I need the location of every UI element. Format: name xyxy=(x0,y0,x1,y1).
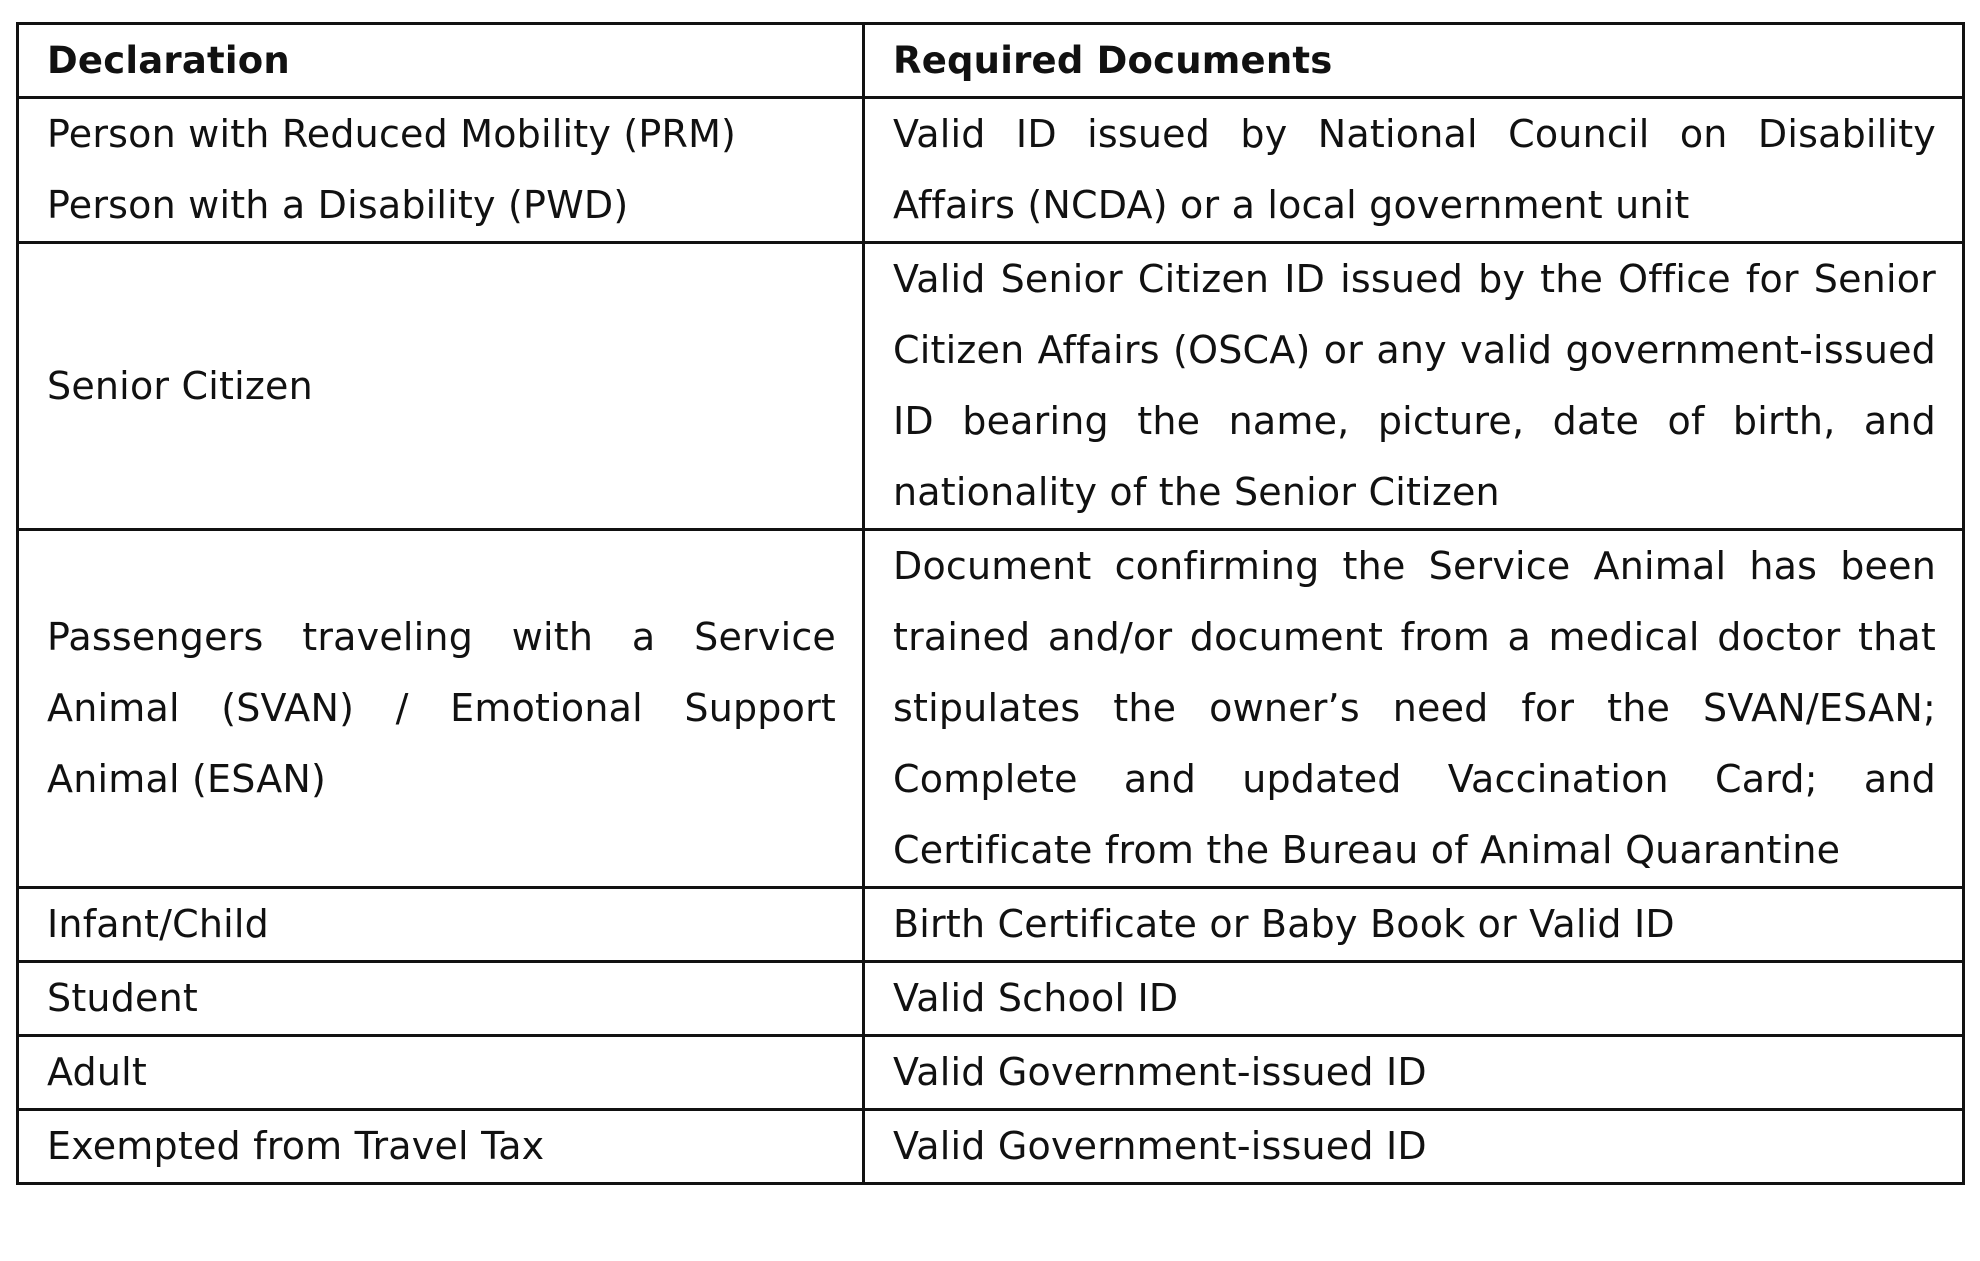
declaration-line: Person with Reduced Mobility (PRM) xyxy=(47,112,737,156)
documents-text: Valid Senior Citizen ID issued by the Office for Senior Citizen Affairs (OSCA) or any valid government-issued ID bearing the name, picture, date of birth, and nationality of the Senior Citizen xyxy=(893,257,1936,514)
documents-cell xyxy=(864,98,1964,243)
documents-cell xyxy=(864,888,1964,962)
documents-cell xyxy=(864,530,1964,888)
documents-text: Document confirming the Service Animal has been trained and/or document from a medical doctor that stipulates the owner’s need for the SVAN/ESAN; Complete and updated Vaccination Card; and Certificate from the Bureau of Animal Quarantine xyxy=(893,544,1936,872)
documents-cell xyxy=(864,1036,1964,1110)
declaration-cell xyxy=(18,962,864,1036)
header-required-documents: Required Documents xyxy=(864,24,1964,98)
declaration-text: Infant/Child xyxy=(47,902,269,946)
table-row xyxy=(18,98,1964,243)
table-row xyxy=(18,243,1964,530)
documents-cell xyxy=(864,1110,1964,1184)
table-row xyxy=(18,530,1964,888)
documents-text: Birth Certificate or Baby Book or Valid ID xyxy=(893,902,1675,946)
documents-cell xyxy=(864,962,1964,1036)
documents-text: Valid Government-issued ID xyxy=(893,1050,1427,1094)
declaration-cell xyxy=(18,530,864,888)
declaration-cell xyxy=(18,98,864,243)
declaration-text: Senior Citizen xyxy=(47,363,313,408)
table-row xyxy=(18,1036,1964,1110)
required-documents-table xyxy=(16,22,1965,1185)
documents-text: Valid Government-issued ID xyxy=(893,1124,1427,1168)
declaration-text: Student xyxy=(47,976,198,1020)
table-header-row xyxy=(18,24,1964,98)
table-row xyxy=(18,962,1964,1036)
table-row xyxy=(18,888,1964,962)
declaration-line: Person with a Disability (PWD) xyxy=(47,183,629,227)
declaration-text: Exempted from Travel Tax xyxy=(47,1124,545,1168)
documents-cell xyxy=(864,243,1964,530)
declaration-cell xyxy=(18,1036,864,1110)
declaration-cell xyxy=(18,243,864,530)
declaration-cell xyxy=(18,888,864,962)
documents-text: Valid ID issued by National Council on Disability Affairs (NCDA) or a local government unit xyxy=(893,112,1936,227)
declaration-text: Adult xyxy=(47,1050,147,1094)
declaration-text: Passengers traveling with a Service Animal (SVAN) / Emotional Support Animal (ESAN) xyxy=(47,615,836,801)
header-declaration: Declaration xyxy=(18,24,864,98)
table-row xyxy=(18,1110,1964,1184)
documents-text: Valid School ID xyxy=(893,976,1179,1020)
declaration-cell xyxy=(18,1110,864,1184)
